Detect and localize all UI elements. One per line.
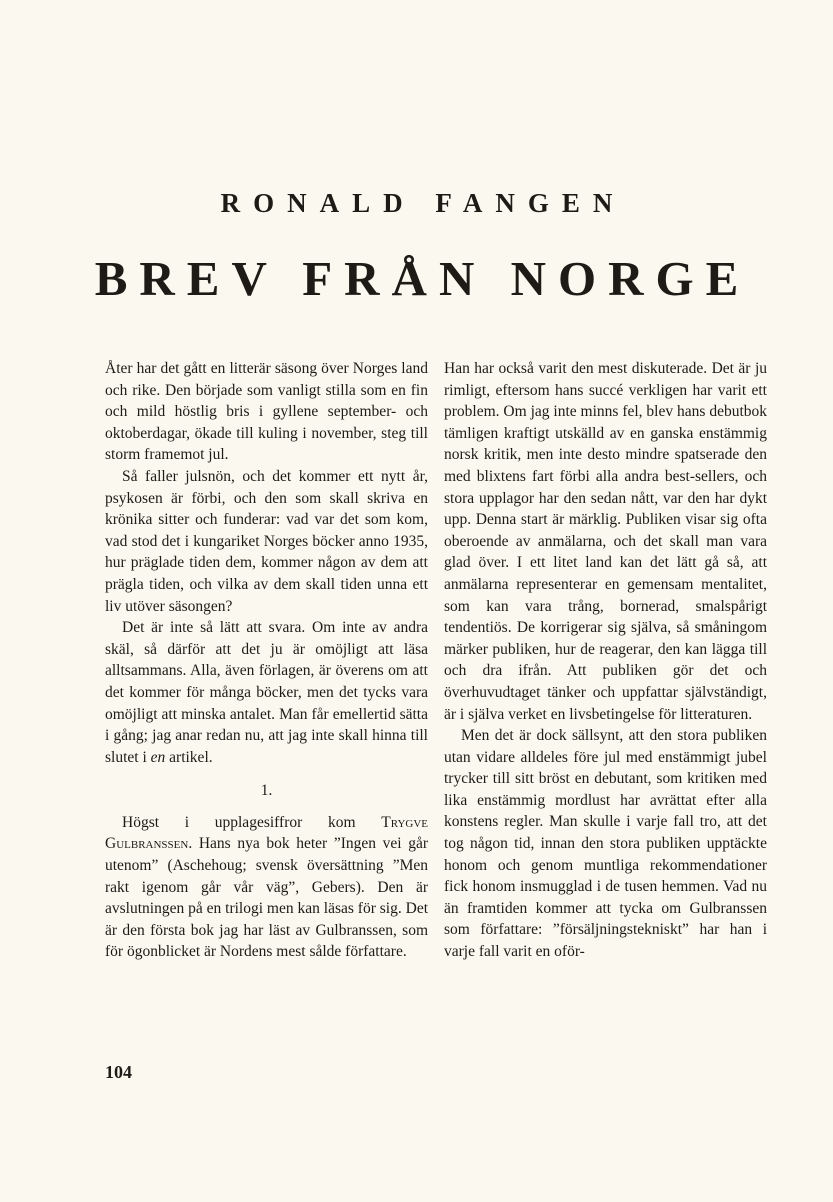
emphasis: en <box>150 748 166 766</box>
paragraph: Han har också varit den mest diskuterade. Det är ju rimligt, eftersom hans succé verkligen har varit ett problem. Om jag inte minns fel, blev hans debutbok tämligen kraftigt utskälld av en ganska enstämmig norsk kritik, men inte desto mindre spatserade den med blixtens fart förbi alla andra best-sellers, och stora upplagor har den sedan nått, var den har dykt upp. Denna start är märklig. Publiken visar sig ofta oberoende av anmälarna, och det skall man vara glad över. I ett litet land kan det lätt gå så, att anmälarna representerar en gemensam mentalitet, som kan vara trång, bornerad, smalspårigt tendentiös. De korrigerar sig själva, så småningom märker publiken, hur de reagerar, den kan lägga till och dra ifrån. Att publiken gör det och överhuvudtaget tänker och uppfattar självständigt, är i själva verket en livsbetingelse för litteraturen. <box>444 360 767 723</box>
paragraph: Men det är dock sällsynt, att den stora publiken utan vidare alldeles före jul med enstämmigt jubel trycker till sitt bröst en debutant, som kritiken med lika enstämmig mordlust har avrättat efter alla konstens regler. Man skulle i varje fall tro, att det tog någon tid, innan den stora publiken upptäckte honom och genom muntliga rekommendationer fick honom insmugglad i de tusen hemmen. Vad nu än framtiden kommer att tycka om Gulbranssen som författare: ”försäljningstekniskt” har han i varje fall varit en oför- <box>444 727 767 961</box>
article-title: BREV FRÅN NORGE <box>94 251 751 306</box>
author-name: RONALD FANGEN <box>220 188 626 218</box>
paragraph-text: . Hans nya bok heter ”Ingen vei går utenom” (Aschehoug; svensk översättning ”Men rakt igenom går vår väg”, Gebers). Den är avslutningen på en trilogi men kan läsas för sig. Det är den första bok jag har läst av Gulbranssen, som för ögonblicket är Nordens mest sålde författare. <box>105 835 428 961</box>
paragraph <box>105 617 428 768</box>
section-number: 1. <box>260 782 273 800</box>
right-column <box>444 358 767 963</box>
paragraph: Så faller julsnön, och det kommer ett nytt år, psykosen är förbi, och den som skall skriva en krönika sitter och funderar: vad var det som kom, vad stod det i kungariket Norges böcker anno 1935, hur präglade tiden dem, kommer någon av dem att prägla tiden, och vilka av dem skall tiden unna ett liv utöver säsongen? <box>105 467 428 615</box>
page-number: 104 <box>105 1062 132 1082</box>
paragraph: Åter har det gått en litterär säsong över Norges land och rike. Den började som vanligt stilla som en fin och mild höstlig bris i gyllene september- och oktoberdagar, ökade till kuling i november, steg till storm framemot jul. <box>105 360 428 464</box>
author-name-smallcaps: Trygve Gulbranssen <box>105 813 428 853</box>
paragraph <box>105 812 428 963</box>
left-column <box>105 358 428 963</box>
paragraph-text: Högst i upplagesiffror kom <box>122 813 382 831</box>
paragraph-text: Det är inte så lätt att svara. Om inte av andra skäl, så därför att det ju är omöjligt att läsa alltsammans. Alla, även förlagen, är överens om att det kommer för många böcker, men det tycks vara omöjligt att minska antalet. Man får emellertid sätta i gång; jag anar redan nu, att jag inte skall hinna till slutet i <box>105 619 428 766</box>
paragraph-text: artikel. <box>165 748 213 766</box>
